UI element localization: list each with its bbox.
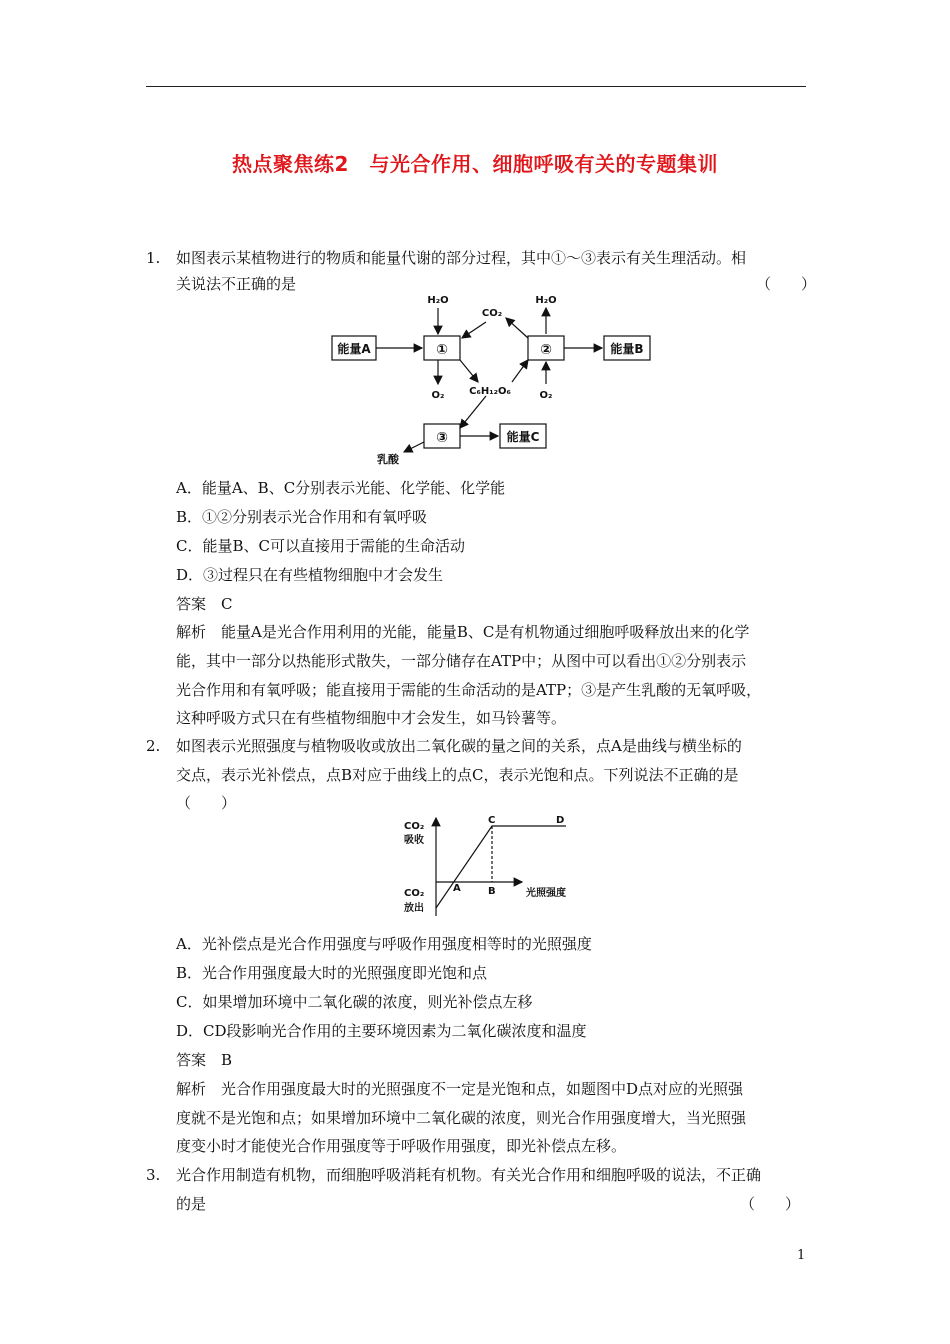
header-rule [146,86,806,87]
q1-analysis-line-2: 能，其中一部分以热能形式散失，一部分储存在ATP中；从图中可以看出①②分别表示 [176,652,747,670]
energy-a-label: 能量A [337,342,371,356]
q2-stem-line-1: 如图表示光照强度与植物吸收或放出二氧化碳的量之间的关系，点A是曲线与横坐标的 [176,737,742,755]
y-bottom-label-2: 放出 [404,903,424,914]
energy-b-label: 能量B [610,342,644,356]
q1-analysis-line-3: 光合作用和有氧呼吸；能直接用于需能的生命活动的是ATP；③是产生乳酸的无氧呼吸， [176,681,762,699]
q2-option-d: D．CD段影响光合作用的主要环境因素为二氧化碳浓度和温度 [176,1022,587,1040]
y-top-label-1: CO₂ [404,821,425,832]
point-b-label: B [488,886,496,897]
h2o-label-right: H₂O [535,295,557,306]
q1-option-b: B．①②分别表示光合作用和有氧呼吸 [176,508,428,526]
energy-c-label: 能量C [506,430,540,444]
q1-stem-line-2: 关说法不正确的是 [176,275,297,293]
q2-stem-line-2: 交点，表示光补偿点，点B对应于曲线上的点C，表示光饱和点。下列说法不正确的是 [176,766,739,784]
q1-metabolism-diagram [326,288,666,468]
point-c-label: C [488,815,496,826]
lactic-acid-label: 乳酸 [377,453,399,466]
q2-analysis-line-3: 度变小时才能使光合作用强度等于呼吸作用强度，即光补偿点左移。 [176,1137,627,1155]
o2-label-right: O₂ [539,390,553,401]
q2-answer-paren: （ ） [176,794,237,812]
q1-analysis-line-1: 解析 能量A是光合作用利用的光能，能量B、C是有机物通过细胞呼吸释放出来的化学 [176,623,750,641]
q2-analysis-line-2: 度就不是光饱和点；如果增加环境中二氧化碳的浓度，则光合作用强度增大，当光照强 [176,1109,747,1127]
q1-option-d: D．③过程只在有些植物细胞中才会发生 [176,566,444,584]
process-3-label: ③ [436,430,448,446]
q3-stem-line-1: 光合作用制造有机物，而细胞呼吸消耗有机物。有关光合作用和细胞呼吸的说法，不正确 [176,1166,762,1184]
q2-number: 2. [146,737,161,755]
q2-option-b: B．光合作用强度最大时的光照强度即光饱和点 [176,964,488,982]
co2-label: CO₂ [481,308,503,319]
h2o-label-left: H₂O [427,295,449,306]
point-a-label: A [453,883,461,894]
q3-stem-line-2: 的是 [176,1195,207,1213]
process-2-label: ② [540,342,552,358]
q1-answer-paren: （ ） [756,275,817,293]
glucose-label: C₆H₁₂O₆ [469,386,511,397]
q2-option-c: C．如果增加环境中二氧化碳的浓度，则光补偿点左移 [176,993,533,1011]
q2-option-a: A．光补偿点是光合作用强度与呼吸作用强度相等时的光照强度 [176,935,592,953]
q1-answer: 答案 C [176,595,233,613]
q2-light-co2-graph [400,812,590,920]
q1-stem-line-1: 如图表示某植物进行的物质和能量代谢的部分过程，其中①～③表示有关生理活动。相 [176,249,747,267]
q1-analysis-line-4: 这种呼吸方式只在有些植物细胞中才会发生，如马铃薯等。 [176,709,567,727]
page-number: 1 [797,1248,806,1263]
page-title: 热点聚焦练2 与光合作用、细胞呼吸有关的专题集训 [232,152,718,176]
process-1-label: ① [436,342,448,358]
q2-answer: 答案 B [176,1051,233,1069]
q3-answer-paren: （ ） [740,1195,801,1213]
q1-option-c: C．能量B、C可以直接用于需能的生命活动 [176,537,465,555]
y-bottom-label-1: CO₂ [404,888,425,899]
point-d-label: D [556,815,565,826]
q2-analysis-line-1: 解析 光合作用强度最大时的光照强度不一定是光饱和点，如题图中D点对应的光照强 [176,1080,744,1098]
q3-number: 3. [146,1166,161,1184]
x-axis-label: 光照强度 [526,888,566,899]
q1-option-a: A．能量A、B、C分别表示光能、化学能、化学能 [176,479,506,497]
y-top-label-2: 吸收 [404,835,424,846]
q1-number: 1. [146,249,161,267]
o2-label-left: O₂ [431,390,445,401]
